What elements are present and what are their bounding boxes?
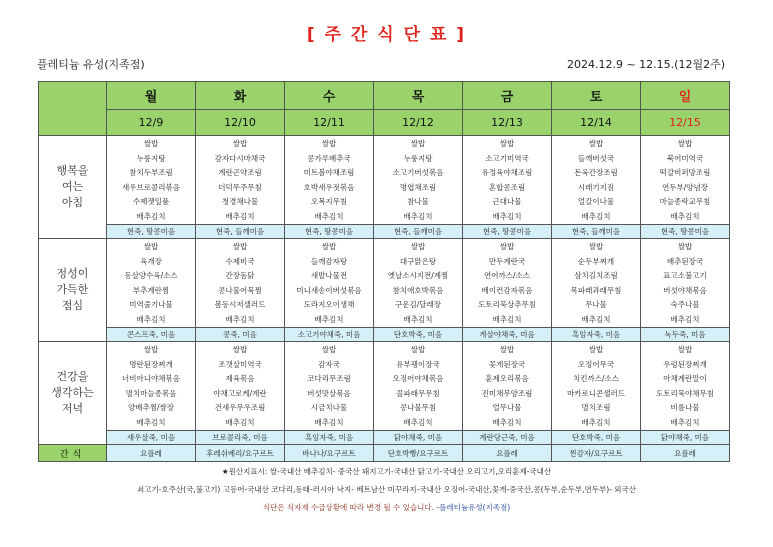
menu-period: 2024.12.9 ~ 12.15.(12월2주) [566, 58, 725, 71]
menu-item: 배추김치 [314, 417, 344, 427]
menu-item: 소고기미역국 [485, 153, 529, 163]
menu-item: 배추김치 [581, 211, 611, 221]
date-wed: 12/11 [285, 110, 374, 136]
org-name: 플레티늄 유성(지족점) [37, 58, 145, 71]
porridge-item: 소고기야채죽, 미음 [285, 328, 374, 342]
porridge-row [39, 431, 730, 445]
menu-item: 북어미역국 [666, 153, 704, 163]
menu-item: 들깨버섯국 [577, 153, 615, 163]
menu-item: 쌀밥 [410, 345, 426, 354]
menu-item: 배추김치 [403, 211, 433, 221]
menu-item: 치킨까스/소스 [573, 374, 619, 383]
menu-item: 도토리묵야채무침 [656, 388, 714, 398]
menu-item: 쌀밥 [410, 139, 426, 148]
day-thu: 목 [374, 82, 463, 110]
menu-item: 오징어무국 [577, 359, 615, 369]
menu-item: 유정육야채조림 [481, 168, 533, 177]
menu-item: 감자국 [318, 359, 340, 369]
menu-item: 배추김치 [403, 417, 433, 427]
snack-label: 간식 [39, 445, 107, 462]
meal-label-line: 저녁 [61, 402, 84, 415]
menu-item: 쌀밥 [588, 242, 604, 251]
date-mon: 12/9 [107, 110, 196, 136]
menu-item: 배추김치 [136, 211, 166, 221]
menu-item: 쌀밥 [588, 345, 604, 354]
menu-item: 쌀밥 [143, 139, 159, 148]
menu-item: 대구맑은탕 [399, 256, 437, 266]
menu-item: 도토리묵상추무침 [478, 300, 536, 309]
meal-label [39, 342, 107, 445]
menu-cell [552, 136, 641, 225]
porridge-item: 게살야채죽, 미음 [463, 328, 552, 342]
menu-item: 참나물 [407, 197, 429, 206]
menu-item: 시래기지짐 [577, 182, 615, 192]
menu-item: 배추김치 [670, 314, 700, 324]
meal-label [39, 239, 107, 342]
menu-item: 쌀밥 [143, 345, 159, 354]
menu-cell [107, 136, 196, 225]
date-fri: 12/13 [463, 110, 552, 136]
menu-item: 배추김치 [670, 417, 700, 427]
porridge-item: 현죽, 들깨미음 [552, 225, 641, 239]
menu-item: 우렁된장찌개 [663, 359, 707, 369]
menu-item: 봄동시저샐러드 [214, 300, 266, 309]
menu-item: 쌀밥 [588, 139, 604, 148]
menu-item: 비름나물 [670, 403, 700, 412]
weekly-menu-table [38, 81, 730, 462]
menu-item: 베이컨감자볶음 [481, 285, 533, 295]
menu-item: 미트볼야채조림 [303, 168, 355, 177]
menu-item: 야채고로케/계란 [213, 388, 267, 398]
menu-item: 숙주나물 [670, 300, 700, 309]
menu-item: 떡갈비퍼망조림 [659, 168, 711, 177]
porridge-item: 새우살죽, 미음 [107, 431, 196, 445]
menu-item: 소고기버섯볶음 [392, 168, 444, 177]
snack-item: 요플레 [463, 445, 552, 462]
porridge-row [39, 225, 730, 239]
menu-item: 양배추찜/쌈장 [128, 403, 174, 412]
header-corner [39, 82, 107, 136]
menu-item: 참치두부조림 [129, 168, 173, 177]
menu-cell [285, 239, 374, 328]
menu-item: 감자다시마채국 [214, 153, 266, 163]
porridge-item: 현죽, 땅콩미음 [641, 225, 730, 239]
menu-item: 혼합콩조림 [488, 182, 526, 192]
menu-cell [463, 342, 552, 431]
menu-item: 옛날소시지전/계찜 [387, 271, 449, 280]
menu-item: 얼갈이나물 [577, 197, 615, 206]
date-thu: 12/12 [374, 110, 463, 136]
menu-item: 버섯맛살볶음 [307, 388, 351, 398]
menu-item: 배추김치 [492, 417, 522, 427]
snack-row [39, 445, 730, 462]
menu-item: 조갯살미역국 [218, 359, 262, 369]
meal-label-line: 여는 [61, 180, 84, 193]
meal-label-line: 점심 [61, 299, 84, 312]
menu-item: 간장돔닭 [225, 271, 255, 280]
porridge-row [39, 328, 730, 342]
meal-row [39, 239, 730, 328]
porridge-item: 현죽, 땅콩미음 [285, 225, 374, 239]
menu-item: 오징어야채볶음 [392, 374, 444, 383]
menu-cell [374, 239, 463, 328]
menu-cell [463, 136, 552, 225]
menu-item: 훈제오리볶음 [485, 374, 529, 383]
porridge-item: 닭야채죽, 미음 [374, 431, 463, 445]
porridge-item: 콩죽, 미음 [196, 328, 285, 342]
meal-label [39, 136, 107, 239]
porridge-item: 녹두죽, 미음 [641, 328, 730, 342]
menu-item: 누룽지탕 [403, 153, 433, 163]
menu-item: 마늘종락교무침 [659, 197, 711, 206]
menu-item: 도라지오이생채 [303, 300, 355, 309]
porridge-item: 흑임자죽, 미음 [552, 328, 641, 342]
menu-item: 꽃게된장국 [488, 359, 526, 369]
menu-cell [196, 342, 285, 431]
menu-item: 제육볶음 [225, 374, 255, 383]
porridge-item: 현죽, 들깨미음 [374, 225, 463, 239]
menu-cell [107, 239, 196, 328]
menu-item: 근대나물 [492, 197, 522, 206]
porridge-item: 단호박죽, 미음 [374, 328, 463, 342]
porridge-item: 현죽, 들깨미음 [196, 225, 285, 239]
change-notice [0, 502, 773, 513]
menu-cell [552, 342, 641, 431]
day-fri: 금 [463, 82, 552, 110]
menu-item: 들깨감자탕 [310, 256, 348, 266]
change-notice-text: 식단은 식자재 수급상황에 따라 변경 될 수 있습니다. [262, 503, 435, 512]
menu-item: 오복지무침 [310, 197, 348, 206]
menu-item: 마카로니콘샐러드 [567, 388, 625, 398]
menu-item: 쌀밥 [677, 139, 693, 148]
menu-item: 배추김치 [581, 417, 611, 427]
snack-item: 단호박빵/요구르트 [374, 445, 463, 462]
menu-cell [641, 136, 730, 225]
date-sat: 12/14 [552, 110, 641, 136]
menu-item: 쌀밥 [499, 139, 515, 148]
meal-label-line: 행복을 [56, 164, 89, 177]
menu-item: 미역줄기나물 [129, 300, 173, 309]
menu-item: 무나물 [585, 300, 607, 309]
menu-item: 쌀밥 [321, 345, 337, 354]
menu-item: 수제젯일품 [132, 197, 170, 206]
menu-cell [374, 342, 463, 431]
menu-item: 버섯야채볶음 [663, 285, 707, 295]
day-sun: 일 [641, 82, 730, 110]
menu-cell [641, 239, 730, 328]
date-header-row [39, 110, 730, 136]
menu-item: 너비아니야채볶음 [122, 374, 180, 383]
menu-item: 표고소불고기 [663, 271, 707, 280]
origin-notice-2: 쇠고기-호주산(국,불고기) 고등어-국내산 코다리,동태-러시아 낙지- 베트남산 미꾸라지-국내산 오징어-국내산,꽃게-중국산,콩(두부,순두부,연두부)- 외국산 [136, 485, 637, 494]
day-wed: 수 [285, 82, 374, 110]
menu-item: 누룽지탕 [136, 153, 166, 163]
menu-item: 더덕무주무침 [218, 182, 262, 192]
menu-item: 미니새송이버섯볶음 [296, 285, 362, 295]
menu-item: 배추김치 [314, 314, 344, 324]
menu-item: 배추김치 [581, 314, 611, 324]
menu-item: 새발나물전 [310, 271, 348, 280]
menu-item: 아채계란말이 [663, 374, 707, 383]
footer-brand: -플레티늄유성(지족점) [436, 503, 511, 512]
date-tue: 12/10 [196, 110, 285, 136]
menu-item: 쌀밥 [143, 242, 159, 251]
menu-item: 육개장 [140, 256, 162, 266]
menu-item: 콩나물무침 [399, 403, 437, 412]
menu-item: 배추된장국 [666, 256, 704, 266]
porridge-item: 단호박죽, 미음 [552, 431, 641, 445]
menu-item: 유부팽이장국 [396, 359, 440, 369]
snack-item: 요플레 [107, 445, 196, 462]
menu-item: 연어까스/소스 [484, 271, 530, 280]
menu-item: 배추김치 [136, 417, 166, 427]
menu-cell [196, 239, 285, 328]
menu-item: 배추김치 [492, 314, 522, 324]
menu-cell [285, 342, 374, 431]
menu-item: 부추계란찜 [132, 285, 170, 295]
meal-label-line: 건강을 [56, 370, 89, 383]
menu-item: 꼴파래무무침 [396, 388, 440, 398]
origin-notice-1: ★원산지표시: 쌀-국내산 배추김치- 중국산 돼지고기-국내산 닭고기-국내산 오리고기,오리훈제-국내산 [221, 467, 552, 476]
porridge-item: 닭야채죽, 미음 [641, 431, 730, 445]
day-header-row [39, 82, 730, 110]
day-tue: 화 [196, 82, 285, 110]
menu-cell [552, 239, 641, 328]
meal-row [39, 136, 730, 225]
menu-item: 쌀밥 [499, 345, 515, 354]
menu-item: 배추김치 [670, 211, 700, 221]
meal-label-line: 가득한 [56, 283, 89, 296]
menu-item: 쌀밥 [232, 345, 248, 354]
porridge-item: 흑임자죽, 미음 [285, 431, 374, 445]
menu-item: 배추김치 [314, 211, 344, 221]
page-title: [ 주 간 식 단 표 ] [306, 25, 467, 45]
menu-item: 쌀밥 [499, 242, 515, 251]
menu-item: 연두부/양념장 [662, 182, 708, 192]
meal-label-line: 생각하는 [51, 386, 94, 399]
porridge-item: 현죽, 땅콩미음 [463, 225, 552, 239]
day-sat: 토 [552, 82, 641, 110]
menu-cell [641, 342, 730, 431]
meal-label-line: 아침 [61, 196, 84, 209]
menu-item: 동살양수육/소스 [124, 271, 178, 280]
menu-item: 멸치조림 [581, 403, 611, 412]
menu-item: 새우브로콜리볶음 [122, 182, 180, 192]
menu-item: 콩가루배추국 [307, 153, 351, 163]
menu-item: 쌀밥 [677, 345, 693, 354]
snack-item: 후레쉬베리/요구르트 [196, 445, 285, 462]
porridge-item: 계란당근죽, 미음 [463, 431, 552, 445]
menu-item: 계란곤약조림 [218, 168, 262, 177]
menu-item: 배추김치 [403, 314, 433, 324]
menu-item: 순두부찌개 [577, 256, 615, 266]
snack-item: 찐감자/요구르트 [552, 445, 641, 462]
menu-item: 구운김/달래장 [395, 300, 441, 309]
menu-item: 배추김치 [492, 211, 522, 221]
menu-item: 삼치김치조림 [574, 271, 618, 280]
menu-item: 참치애호박볶음 [392, 285, 444, 295]
menu-item: 청경채나물 [221, 197, 259, 206]
porridge-item: 브로콜리죽, 미음 [196, 431, 285, 445]
menu-item: 콩나물어묵찜 [218, 285, 262, 295]
menu-item: 쌀밥 [321, 139, 337, 148]
menu-item: 멸치마늘종볶음 [125, 388, 177, 398]
porridge-item: 콘스프죽, 미음 [107, 328, 196, 342]
menu-item: 목파래과래무침 [570, 285, 622, 295]
menu-item: 명엽채조림 [399, 182, 437, 192]
menu-item: 쌀밥 [410, 242, 426, 251]
date-sun: 12/15 [641, 110, 730, 136]
menu-cell [107, 342, 196, 431]
menu-item: 시금치나물 [310, 403, 348, 412]
day-mon: 월 [107, 82, 196, 110]
snack-item: 바나나/요구르트 [285, 445, 374, 462]
menu-item: 호박새우젓볶음 [303, 182, 355, 192]
menu-item: 배추김치 [225, 211, 255, 221]
menu-item: 쌀밥 [677, 242, 693, 251]
menu-item: 만두계란국 [488, 256, 526, 266]
porridge-item: 현죽, 땅콩미음 [107, 225, 196, 239]
menu-cell [285, 136, 374, 225]
snack-item: 요플레 [641, 445, 730, 462]
menu-cell [374, 136, 463, 225]
menu-item: 배추김치 [225, 314, 255, 324]
menu-item: 명란된장찌개 [129, 359, 173, 369]
menu-item: 쌀밥 [232, 139, 248, 148]
menu-item: 얼무나물 [492, 403, 522, 412]
menu-item: 배추김치 [136, 314, 166, 324]
meal-label-line: 정성이 [56, 267, 89, 280]
menu-item: 돈육간장조림 [574, 168, 618, 177]
menu-cell [196, 136, 285, 225]
menu-item: 진미채무양조림 [481, 388, 533, 398]
menu-item: 쌀밥 [321, 242, 337, 251]
meal-row [39, 342, 730, 431]
menu-item: 수제비국 [225, 256, 255, 266]
menu-item: 건새우무우조림 [214, 403, 266, 412]
menu-cell [463, 239, 552, 328]
menu-item: 쌀밥 [232, 242, 248, 251]
menu-item: 배추김치 [225, 417, 255, 427]
menu-item: 코다리무조림 [307, 374, 351, 383]
